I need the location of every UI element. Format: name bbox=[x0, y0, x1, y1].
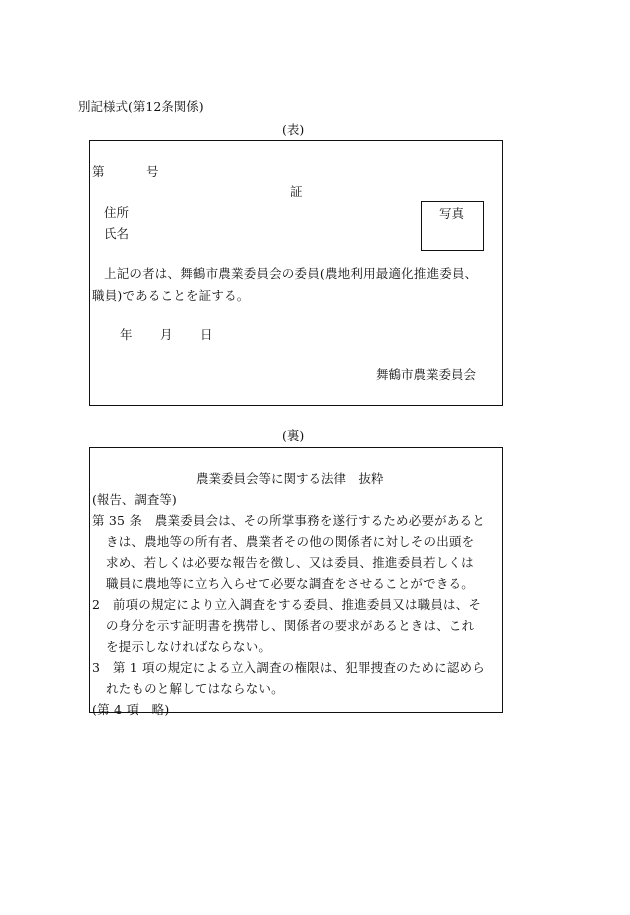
law-text-line: 職員に農地等に立ち入らせて必要な調査をさせることができる。 bbox=[106, 576, 474, 591]
form-title: 別記様式(第12条関係) bbox=[78, 99, 204, 114]
certificate-heading: 証 bbox=[290, 184, 303, 199]
date-day-label: 日 bbox=[200, 327, 213, 342]
law-text-line: 2 前項の規定により立入調査をする委員、推進委員又は職員は、そ bbox=[92, 597, 482, 612]
law-text-line: (第 4 項 略) bbox=[92, 702, 170, 717]
law-text-line: 求め、若しくは必要な報告を徴し、又は委員、推進委員若しくは bbox=[106, 555, 474, 570]
photo-label: 写真 bbox=[439, 206, 465, 221]
date-year-label: 年 bbox=[120, 327, 133, 342]
statement-line: 職員)であることを証する。 bbox=[92, 288, 250, 303]
statement-line: 上記の者は、舞鶴市農業委員会の委員(農地利用最適化推進委員、 bbox=[104, 266, 478, 281]
law-text-line: を提示しなければならない。 bbox=[106, 639, 272, 654]
law-text-line: れたものと解してはならない。 bbox=[106, 681, 284, 696]
law-text-line: 3 第 1 項の規定による立入調査の権限は、犯罪捜査のために認めら bbox=[92, 660, 485, 675]
address-label: 住所 bbox=[104, 205, 130, 220]
law-text-line: 第 35 条 農業委員会は、その所掌事務を遂行するため必要があると bbox=[92, 513, 485, 528]
law-heading: 農業委員会等に関する法律 抜粋 bbox=[196, 471, 384, 486]
front-side-label: (表) bbox=[282, 122, 305, 137]
name-label: 氏名 bbox=[104, 226, 130, 241]
law-text-line: の身分を示す証明書を携帯し、関係者の要求があるときは、これ bbox=[106, 618, 475, 633]
law-subheading: (報告、調査等) bbox=[92, 492, 177, 507]
certificate-number-suffix: 号 bbox=[146, 164, 159, 179]
law-text-line: きは、農地等の所有者、農業者その他の関係者に対しその出頭を bbox=[106, 534, 475, 549]
certificate-number-prefix: 第 bbox=[92, 164, 105, 179]
back-side-label: (裏) bbox=[282, 428, 305, 443]
date-month-label: 月 bbox=[160, 327, 173, 342]
issuer-name: 舞鶴市農業委員会 bbox=[376, 367, 477, 382]
